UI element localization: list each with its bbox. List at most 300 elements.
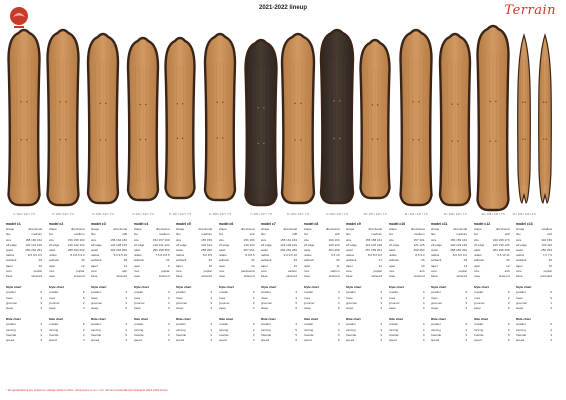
spec-row: shape directional (6, 227, 42, 232)
spec-row: shape directional (261, 227, 297, 232)
board-2 (48, 30, 79, 205)
ride-chart-heading: Ride chart (346, 317, 361, 322)
spec-row: powder 5 (473, 322, 510, 327)
model-name: model c11 (431, 222, 448, 226)
spec-row: trees 5 (48, 295, 85, 300)
spec-row: speed 3 (431, 338, 467, 343)
board-caption: 6 / 159 / 147 / 7.5 (209, 212, 231, 216)
spec-row: groomer 4 (91, 300, 127, 305)
spec-row: size 140 150 (516, 237, 552, 242)
spec-row: shape directional (48, 227, 85, 232)
spec-row: powder 5 (516, 322, 552, 327)
board-14 (518, 35, 531, 203)
spec-row: core carbon (303, 268, 340, 273)
spec-row: waist 264 266 (303, 248, 340, 253)
spec-row: flex medium (6, 232, 42, 237)
spec-row: core poplar (48, 268, 85, 273)
spec-row: groomer 4 (388, 300, 425, 305)
spec-row: taper 11 (91, 263, 127, 268)
ride-chart-heading: Ride chart (48, 317, 64, 322)
spec-row: powder 5 (218, 322, 255, 327)
spec-row: waist 258 262 (176, 248, 212, 253)
spec-row: shape directional (133, 227, 170, 232)
ride-chart-heading: Ride chart (218, 317, 234, 322)
board-6 (205, 34, 235, 200)
spec-row: flex medium (48, 232, 85, 237)
model-name: model c1 (6, 222, 21, 226)
board-caption: 10 / 157 / 147 / 7.5 (363, 212, 387, 216)
spec-row: core ash (388, 268, 425, 273)
board-8 (282, 34, 314, 203)
spec-row: carving 4 (303, 327, 340, 332)
spec-row: waist 264 266 268 (473, 248, 510, 253)
spec-row: eff edge 119 123 (218, 242, 255, 247)
spec-row: waist 257 261 (218, 248, 255, 253)
board-3 (88, 34, 118, 203)
spec-row: shape directional (176, 227, 212, 232)
spec-row: waist 258 260 262 (48, 248, 85, 253)
spec-row: taper 12 (48, 263, 85, 268)
spec-row: size 156 159 162 (431, 237, 467, 242)
spec-row: radius 7.0 7.5 (516, 253, 552, 258)
spec-row: groomer 5 (261, 300, 297, 305)
spec-row: radius 8.0 8.5 (176, 253, 212, 258)
spec-row: flex stiff (473, 232, 510, 237)
spec-row: radius 9.5 10 (303, 253, 340, 258)
spec-row: core ash (91, 268, 127, 273)
style-chart-heading: Style chart (303, 285, 319, 290)
spec-row: setback 26 (176, 258, 212, 263)
spec-row: waist 257 259 261 (346, 248, 382, 253)
spec-row: radius 9.0 9.5 10 (261, 253, 297, 258)
spec-row: radius 8.0 8.5 (218, 253, 255, 258)
spec-row: freeride 5 (473, 332, 510, 337)
spec-row: size 158 161 164 (261, 237, 297, 242)
spec-row: core paulownia (218, 268, 255, 273)
spec-row: powder 4 (303, 290, 340, 295)
spec-row: powder 4 (91, 290, 127, 295)
spec-row: waist 260 262 264 (6, 248, 42, 253)
spec-row: eff edge 125 129 (303, 242, 340, 247)
spec-row: base sintered (176, 274, 212, 279)
spec-column (49, 222, 85, 343)
spec-row: groomer 3 (176, 300, 212, 305)
spec-row: speed 4 (388, 338, 425, 343)
spec-row: powder 4 (303, 322, 340, 327)
spec-row: base sintered (48, 274, 85, 279)
model-name: model c2 (48, 222, 64, 226)
spec-row: steep 5 (303, 306, 340, 311)
spec-row: eff edge 120 124 (176, 242, 212, 247)
spec-row: groomer 3 (473, 300, 510, 305)
spec-row: carving 2 (218, 327, 255, 332)
spec-column (304, 222, 340, 343)
spec-row: powder 4 (176, 322, 212, 327)
spec-row: speed 3 (133, 338, 170, 343)
spec-row: powder 4 (261, 322, 297, 327)
spec-row: setback 35 (516, 258, 552, 263)
ride-chart-heading: Ride chart (473, 317, 489, 322)
spec-row: speed 4 (91, 338, 127, 343)
board-caption: 7 / 161 / 147 / 7.5 (250, 212, 272, 216)
spec-row: setback 22 (133, 258, 170, 263)
model-name: model c5 (176, 222, 191, 226)
spec-row: speed 5 (261, 338, 297, 343)
spec-column (176, 222, 212, 343)
spec-row: base sintered (133, 274, 170, 279)
spec-row: trees 3 (91, 295, 127, 300)
spec-row: base extruded (516, 274, 552, 279)
spec-row: setback 30 (48, 258, 85, 263)
spec-row: taper 12 (346, 263, 382, 268)
spec-row: setback 26 (303, 258, 340, 263)
spec-row: powder 4 (6, 322, 42, 327)
spec-row: powder 5 (431, 322, 467, 327)
spec-row: freeride 4 (176, 332, 212, 337)
board-caption: 12 / 159 / 147 / 7.5 (443, 212, 467, 216)
spec-row: base sintered (91, 274, 127, 279)
spec-row: freeride 3 (218, 332, 255, 337)
spec-row: eff edge 120 122 124 (48, 242, 85, 247)
style-chart-heading: Style chart (48, 285, 64, 290)
spec-row: carving 4 (133, 327, 170, 332)
spec-row: size 158 162 166 (91, 237, 127, 242)
spec-row: steep 2 (516, 306, 552, 311)
board-9 (321, 30, 353, 203)
spec-row: speed 3 (176, 338, 212, 343)
spec-row: eff edge 123 126 129 (261, 242, 297, 247)
spec-row: trees 3 (261, 295, 297, 300)
spec-row: freeride 4 (6, 332, 42, 337)
spec-row: steep 4 (388, 306, 425, 311)
model-name: model c13 (516, 222, 533, 226)
spec-row: groomer 4 (303, 300, 340, 305)
spec-row: carving 3 (473, 327, 510, 332)
spec-row: powder 4 (91, 322, 127, 327)
ride-chart-heading: Ride chart (388, 317, 404, 322)
style-chart-heading: Style chart (176, 285, 192, 290)
spec-row: flex stiff (303, 232, 340, 237)
spec-row: carving 5 (261, 327, 297, 332)
spec-row: speed 3 (48, 338, 85, 343)
spec-row: powder 4 (346, 290, 382, 295)
spec-row: size 155 159 (176, 237, 212, 242)
spec-row: size 157 161 (388, 237, 425, 242)
spec-column (431, 222, 467, 343)
spec-row: powder 4 (346, 322, 382, 327)
spec-row: groomer 3 (6, 300, 42, 305)
spec-row: base sintered (218, 274, 255, 279)
spec-row: steep 5 (261, 306, 297, 311)
spec-row: waist 250 254 (516, 248, 552, 253)
spec-row: trees 4 (346, 295, 382, 300)
spec-row: radius 7.5 8.0 8.5 (133, 253, 170, 258)
board-caption: 9 / 162 / 147 / 7.5 (326, 212, 348, 216)
spec-row: eff edge 120 123 126 (431, 242, 467, 247)
spec-row: groomer 2 (218, 300, 255, 305)
board-caption: 4 / 161 / 147 / 7.5 (132, 212, 154, 216)
spec-row: freeride 4 (388, 332, 425, 337)
spec-row: eff edge 100 110 (516, 242, 552, 247)
spec-row: speed 3 (6, 338, 42, 343)
spec-row: waist 262 264 266 (261, 248, 297, 253)
spec-row: taper 10 (388, 263, 425, 268)
spec-row: setback 32 (218, 258, 255, 263)
spec-row: steep 5 (473, 306, 510, 311)
spec-row: trees 2 (473, 295, 510, 300)
spec-row: powder 4 (388, 322, 425, 327)
board-caption: 3 / 158 / 147 / 7.5 (92, 212, 114, 216)
spec-column (516, 222, 552, 343)
spec-row: eff edge 124 128 132 (91, 242, 127, 247)
model-name: model c4 (133, 222, 149, 226)
spec-row: powder 5 (48, 322, 85, 327)
spec-row: base sintered (6, 274, 42, 279)
spec-column (91, 222, 127, 343)
spec-row: flex medium (388, 232, 425, 237)
spec-row: core poplar (133, 268, 170, 273)
spec-row: flex stiff (261, 232, 297, 237)
spec-row: trees 4 (218, 295, 255, 300)
spec-row: base sintered (431, 274, 467, 279)
spec-row: shape directional (303, 227, 340, 232)
board-caption: 8 / 160 / 147 / 7.5 (287, 212, 309, 216)
spec-row: speed 5 (303, 338, 340, 343)
spec-row: setback 27 (346, 258, 382, 263)
specs-table (0, 222, 566, 400)
spec-row: base sintered (303, 274, 340, 279)
spec-row: freeride 4 (346, 332, 382, 337)
spec-row: taper 10 (6, 263, 42, 268)
spec-row: size 158 160 162 (6, 237, 42, 242)
spec-row: steep 5 (91, 306, 127, 311)
spec-row: speed 2 (218, 338, 255, 343)
spec-row: powder 5 (516, 290, 552, 295)
spec-row: carving 4 (388, 327, 425, 332)
board-caption: 2 / 160 / 147 / 7.5 (52, 212, 74, 216)
spec-row: trees 4 (6, 295, 42, 300)
spec-row: flex stiff (91, 232, 127, 237)
spec-row: size 156 160 (218, 237, 255, 242)
style-chart-heading: Style chart (6, 285, 22, 290)
spec-row: shape directional (218, 227, 255, 232)
spec-row: steep 3 (133, 306, 170, 311)
spec-row: shape directional (388, 227, 425, 232)
spec-row: freeride 5 (303, 332, 340, 337)
spec-row: flex medium (431, 232, 467, 237)
style-chart-heading: Style chart (133, 285, 149, 290)
board-5 (166, 38, 195, 198)
spec-row: shape directional (473, 227, 510, 232)
spec-row: core poplar (6, 268, 42, 273)
spec-row: steep 4 (431, 306, 467, 311)
spec-row: trees 4 (133, 295, 170, 300)
board-caption: 13 / 165 / 147 / 7.5 (481, 212, 505, 216)
spec-row: powder 3 (133, 290, 170, 295)
spec-row: carving 4 (91, 327, 127, 332)
spec-row: freeride 3 (133, 332, 170, 337)
ride-chart-heading: Ride chart (303, 317, 319, 322)
spec-row: carving 2 (48, 327, 85, 332)
spec-row: core poplar (176, 268, 212, 273)
spec-row: base sintered (261, 274, 297, 279)
ride-chart-heading: Ride chart (176, 317, 191, 322)
ride-chart-heading: Ride chart (91, 317, 106, 322)
spec-row: setback 30 (473, 258, 510, 263)
style-chart-heading: Style chart (388, 285, 404, 290)
spec-row: groomer 2 (48, 300, 85, 305)
spec-row: powder 5 (6, 290, 42, 295)
spec-row: setback 25 (6, 258, 42, 263)
brand-wordmark: Terrain (504, 3, 556, 18)
spec-column (474, 222, 510, 343)
spec-row: powder 4 (388, 290, 425, 295)
board-caption: 11 / 161 / 147 / 7.5 (404, 212, 428, 216)
spec-row: core poplar (346, 268, 382, 273)
spec-row: powder 5 (473, 290, 510, 295)
model-name: model c9 (346, 222, 361, 226)
spec-row: eff edge 118 121 124 (133, 242, 170, 247)
spec-row: groomer 1 (516, 300, 552, 305)
spec-row: carving 3 (346, 327, 382, 332)
spec-row: size 156 158 160 (48, 237, 85, 242)
spec-row: trees 3 (303, 295, 340, 300)
spec-row: setback 29 (431, 258, 467, 263)
board-11 (401, 30, 432, 205)
board-15 (539, 35, 552, 203)
spec-row: steep 4 (6, 306, 42, 311)
spec-row: groomer 3 (346, 300, 382, 305)
spec-row: waist 258 260 262 (431, 248, 467, 253)
spec-row: freeride 5 (261, 332, 297, 337)
spec-row: taper 11 (303, 263, 340, 268)
spec-row: taper 14 (218, 263, 255, 268)
style-chart-heading: Style chart (346, 285, 362, 290)
spec-row: trees 3 (388, 295, 425, 300)
ride-chart-heading: Ride chart (6, 317, 21, 322)
board-caption: 1 / 162 / 147 / 7.5 (13, 212, 35, 216)
board-12 (440, 34, 470, 205)
spec-row: waist 262 264 266 (91, 248, 127, 253)
footer-note: * all specifications are subject to change without notice. dimensions in cm / mm. Terrain handcrafted snowboards 2021-2022 lineup. (6, 388, 169, 392)
spec-row: shape directional (346, 227, 382, 232)
spec-row: eff edge 119 122 125 (346, 242, 382, 247)
board-caption: 5 / 157 / 147 / 7.5 (169, 212, 191, 216)
spec-row: setback 25 (388, 258, 425, 263)
spec-row: flex soft (516, 232, 552, 237)
style-chart-heading: Style chart (91, 285, 107, 290)
spec-row: base sintered (346, 274, 382, 279)
spec-row: size 154 157 160 (133, 237, 170, 242)
spec-row: taper 10 (261, 263, 297, 268)
spec-row: waist 259 263 (388, 248, 425, 253)
spec-row: radius 8.5 9.0 (388, 253, 425, 258)
spec-row: base sintered (473, 274, 510, 279)
spec-row: core carbon (261, 268, 297, 273)
spec-row: freeride 4 (48, 332, 85, 337)
spec-row: trees 5 (516, 295, 552, 300)
board-10 (361, 40, 390, 198)
spec-column (219, 222, 255, 343)
spec-row: core poplar (431, 268, 467, 273)
board-13 (478, 26, 509, 210)
spec-row: freeride 3 (516, 332, 552, 337)
spec-row: radius 9.0 9.5 10 (91, 253, 127, 258)
spec-row: powder 5 (218, 290, 255, 295)
spec-row: waist 256 258 260 (133, 248, 170, 253)
ride-chart-heading: Ride chart (261, 317, 276, 322)
spec-row: groomer 3 (431, 300, 467, 305)
spec-row: groomer 4 (133, 300, 170, 305)
spec-row: steep 3 (218, 306, 255, 311)
spec-row: eff edge 125 130 135 (473, 242, 510, 247)
style-chart-heading: Style chart (516, 285, 532, 290)
spec-row: size 155 158 161 (346, 237, 382, 242)
spec-column (134, 222, 170, 343)
spec-row: shape directional (91, 227, 127, 232)
spec-row: steep 4 (176, 306, 212, 311)
spec-row: flex medium (346, 232, 382, 237)
spec-row: taper 15 (516, 263, 552, 268)
model-name: model c7 (261, 222, 276, 226)
spec-column (6, 222, 42, 343)
style-chart-heading: Style chart (218, 285, 234, 290)
spec-row: core ash (473, 268, 510, 273)
board-4 (128, 38, 158, 200)
model-name: model c12 (473, 222, 491, 226)
spec-column (389, 222, 425, 343)
spec-row: shape swallow (516, 227, 552, 232)
spec-row: radius 8.0 8.5 9.0 (431, 253, 467, 258)
spec-row: taper 13 (431, 263, 467, 268)
spec-row: radius 8.0 8.5 9.0 (346, 253, 382, 258)
model-name: model c6 (218, 222, 234, 226)
spec-row: trees 4 (431, 295, 467, 300)
spec-row: speed 2 (516, 338, 552, 343)
spec-row: powder 5 (48, 290, 85, 295)
spec-row: freeride 4 (431, 332, 467, 337)
spec-row: steep 3 (48, 306, 85, 311)
spec-row: powder 4 (176, 290, 212, 295)
model-name: model c8 (303, 222, 319, 226)
spec-row: carving 3 (6, 327, 42, 332)
spec-row: speed 3 (346, 338, 382, 343)
spec-column (261, 222, 297, 343)
ride-chart-heading: Ride chart (516, 317, 531, 322)
model-name: model c10 (388, 222, 406, 226)
spec-row: radius 8.5 9.0 9.5 (6, 253, 42, 258)
style-chart-heading: Style chart (261, 285, 277, 290)
spec-row: carving 3 (176, 327, 212, 332)
spec-column (346, 222, 382, 343)
spec-row: taper 9 (133, 263, 170, 268)
spec-row: size 160 164 (303, 237, 340, 242)
spec-row: core poplar (516, 268, 552, 273)
spec-row: radius 9.5 10 11 (473, 253, 510, 258)
spec-row: powder 3 (133, 322, 170, 327)
spec-row: flex medium (176, 232, 212, 237)
spec-row: radius 8.0 8.5 9.0 (48, 253, 85, 258)
spec-row: shape directional (431, 227, 467, 232)
style-chart-heading: Style chart (473, 285, 489, 290)
board-7 (246, 40, 277, 205)
spec-row: speed 5 (473, 338, 510, 343)
ride-chart-heading: Ride chart (431, 317, 446, 322)
spec-row: carving 2 (516, 327, 552, 332)
spec-row: setback 28 (91, 258, 127, 263)
spec-row: flex medium (133, 232, 170, 237)
spec-row: flex soft (218, 232, 255, 237)
